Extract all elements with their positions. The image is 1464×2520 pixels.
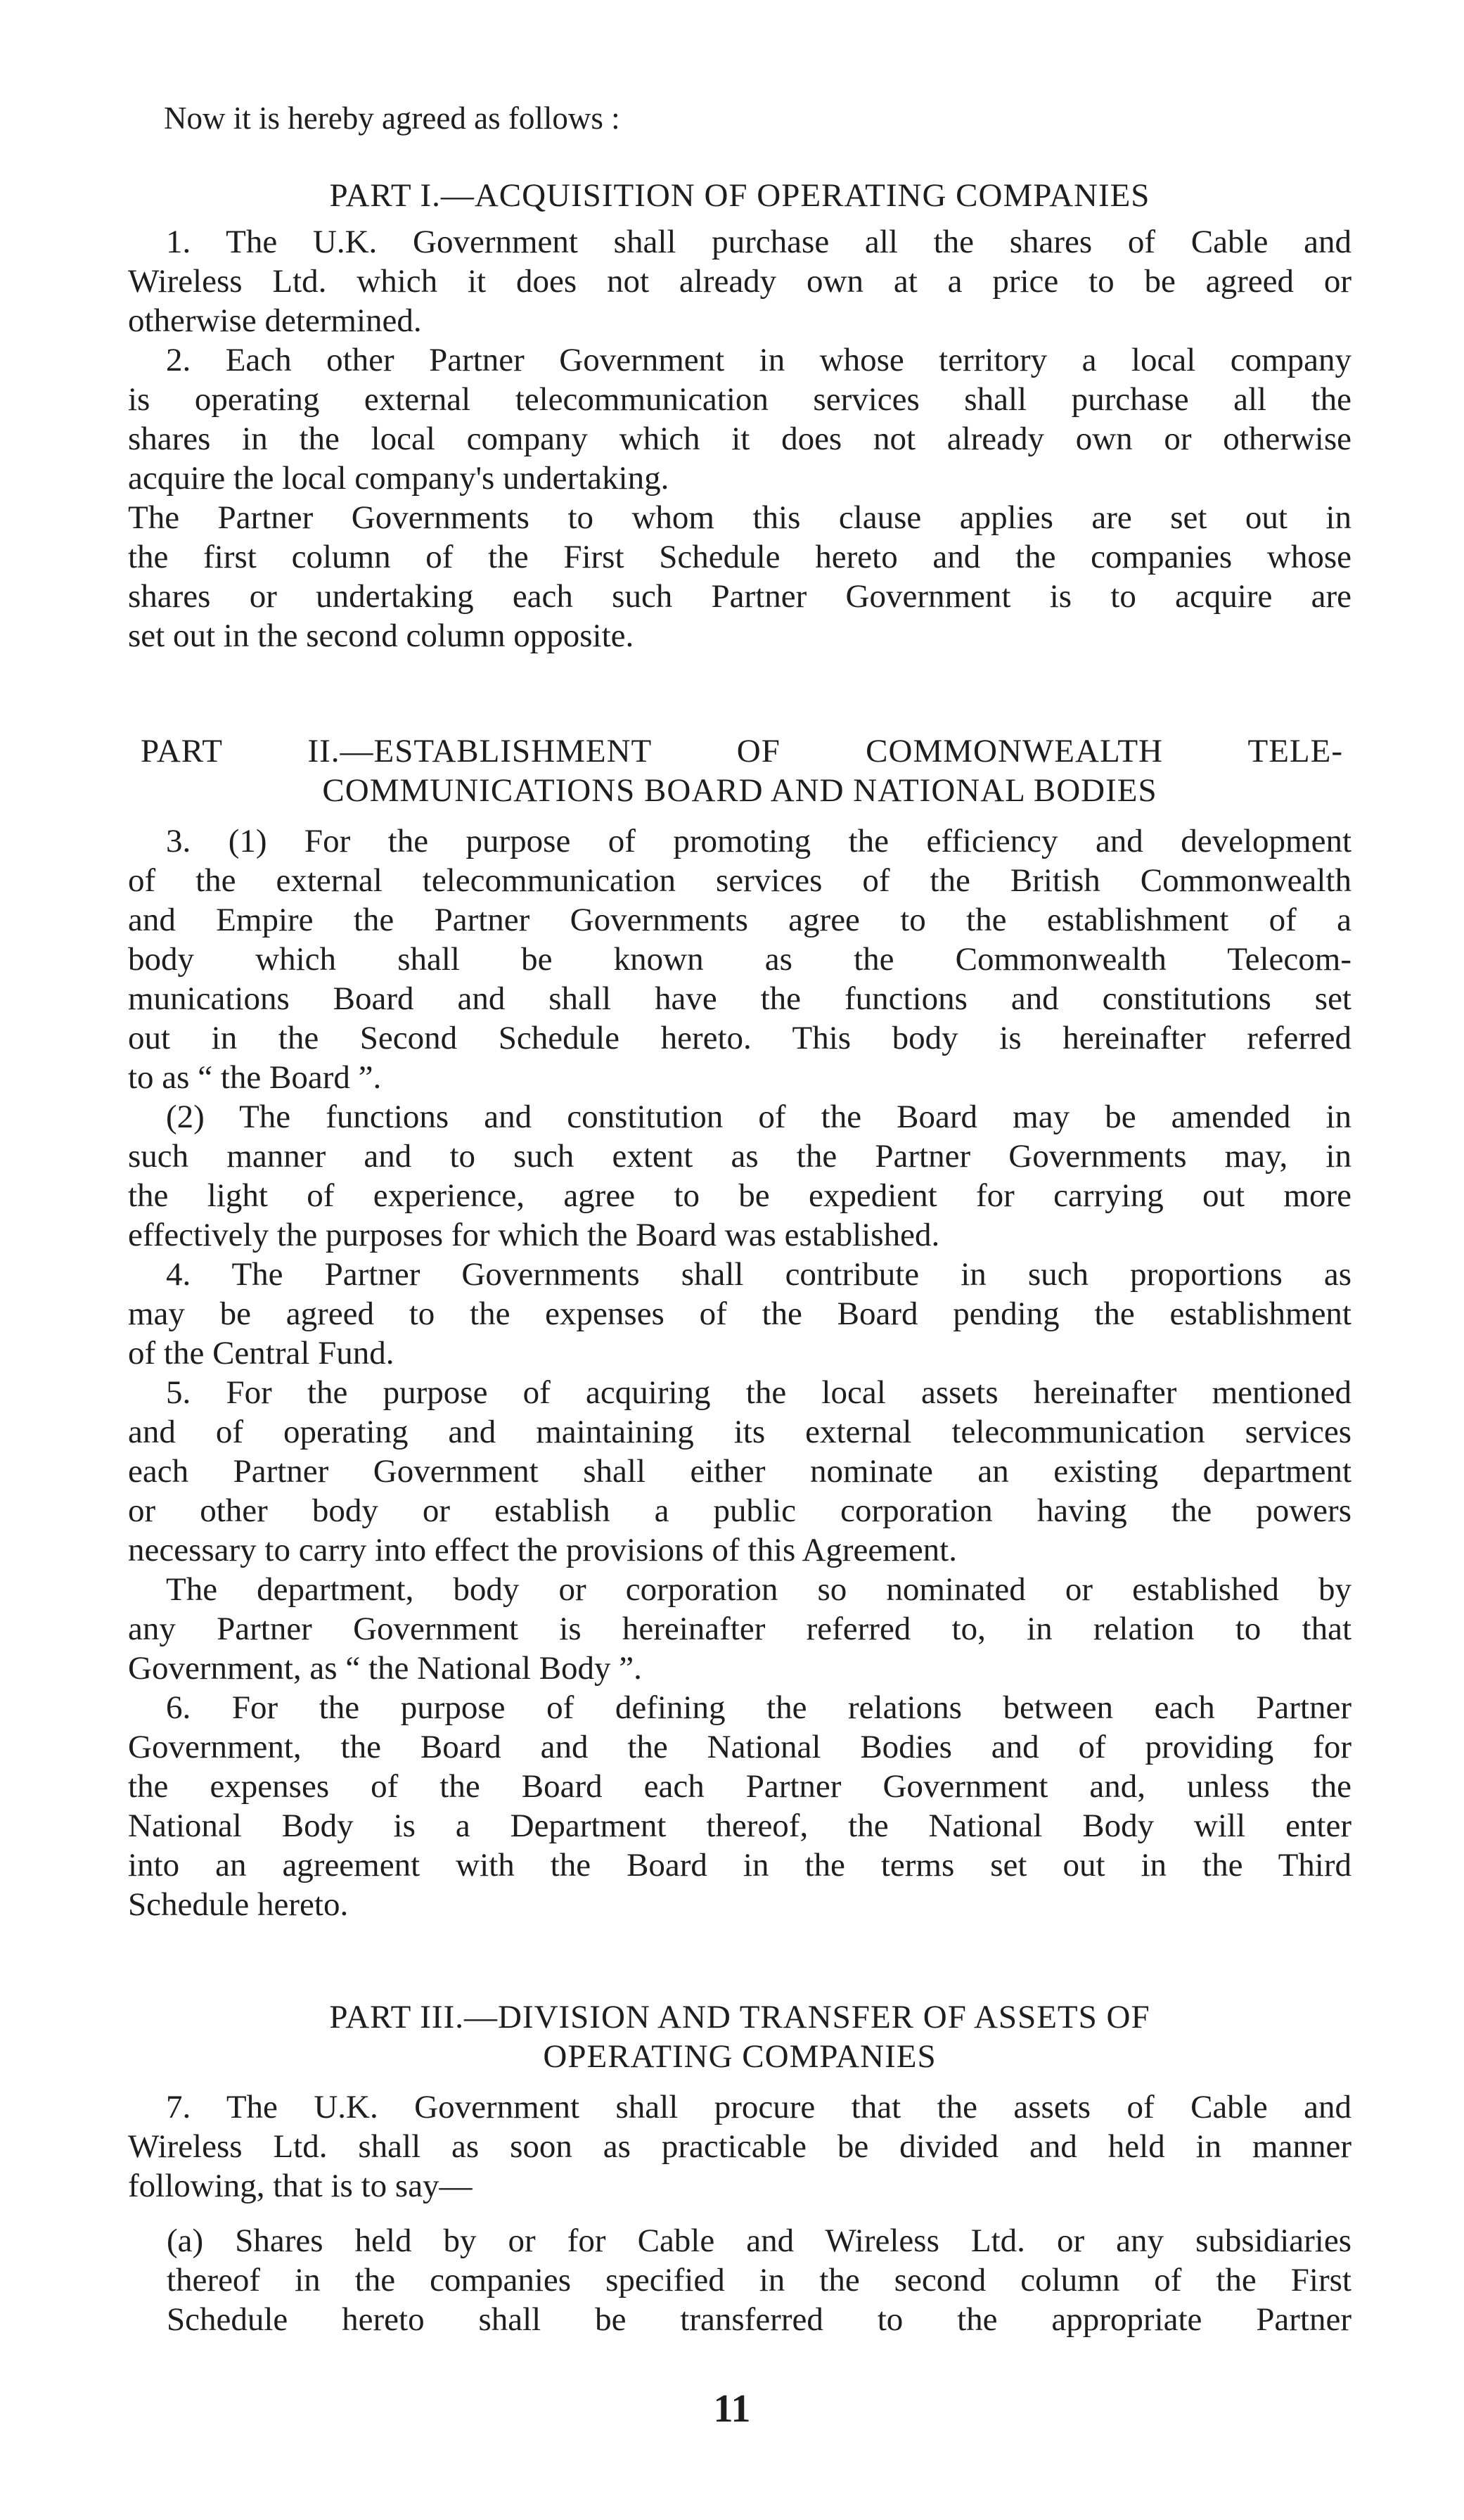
part1-line-8: The Partner Governments to whom this clause applies are set out in [128, 499, 1351, 536]
part2-heading-line-2: COMMUNICATIONS BOARD AND NATIONAL BODIES [322, 772, 1157, 809]
part1-line-9: the first column of the First Schedule hereto and the companies whose [128, 539, 1351, 575]
part2-line-22: Government, as “ the National Body ”. [128, 1650, 642, 1687]
part2-line-14: of the Central Fund. [128, 1335, 394, 1371]
part3-line-2: Wireless Ltd. shall as soon as practicable be divided and held in manner [128, 2128, 1351, 2165]
part2-line-9: such manner and to such extent as the Partner Governments may, in [128, 1138, 1351, 1175]
part2-line-25: the expenses of the Board each Partner Government and, unless the [128, 1768, 1351, 1805]
part2-line-5: munications Board and shall have the functions and constitutions set [128, 980, 1351, 1017]
part2-line-23: 6. For the purpose of defining the relations between each Partner [166, 1689, 1351, 1726]
part3-heading-line-2: OPERATING COMPANIES [543, 2038, 937, 2075]
part1-line-11: set out in the second column opposite. [128, 618, 634, 654]
part3-heading-line-1: PART III.—DIVISION AND TRANSFER OF ASSETS OF [329, 1999, 1150, 2035]
part1-line-6: shares in the local company which it does not already own or otherwise [128, 421, 1351, 457]
part2-line-24: Government, the Board and the National Bodies and of providing for [128, 1729, 1351, 1765]
part3-line-6: Schedule hereto shall be transferred to the appropriate Partner [167, 2301, 1351, 2338]
part2-line-17: each Partner Government shall either nominate an existing department [128, 1453, 1351, 1490]
part2-line-8: (2) The functions and constitution of the Board may be amended in [166, 1099, 1351, 1135]
part2-line-10: the light of experience, agree to be expedient for carrying out more [128, 1177, 1351, 1214]
part1-line-5: is operating external telecommunication services shall purchase all the [128, 381, 1351, 418]
part2-line-3: and Empire the Partner Governments agree to the establishment of a [128, 902, 1351, 938]
part2-line-21: any Partner Government is hereinafter referred to, in relation to that [128, 1611, 1351, 1647]
part3-line-3: following, that is to say— [128, 2168, 473, 2204]
part2-line-28: Schedule hereto. [128, 1886, 349, 1923]
part2-heading-line-1: PART II.—ESTABLISHMENT OF COMMONWEALTH TELE- [141, 733, 1343, 769]
part1-heading: PART I.—ACQUISITION OF OPERATING COMPANIES [329, 177, 1150, 214]
part2-line-2: of the external telecommunication services of the British Commonwealth [128, 862, 1351, 899]
part2-line-4: body which shall be known as the Commonwealth Telecom- [128, 941, 1351, 978]
intro-text: Now it is hereby agreed as follows : [164, 101, 620, 136]
part2-line-6: out in the Second Schedule hereto. This body is hereinafter referred [128, 1020, 1351, 1056]
part2-line-11: effectively the purposes for which the Board was established. [128, 1217, 940, 1253]
part2-line-19: necessary to carry into effect the provisions of this Agreement. [128, 1532, 957, 1568]
part2-line-7: to as “ the Board ”. [128, 1059, 382, 1096]
page-number: 11 [713, 2387, 751, 2431]
part2-line-1: 3. (1) For the purpose of promoting the efficiency and development [166, 823, 1351, 859]
part2-line-12: 4. The Partner Governments shall contribute in such proportions as [166, 1256, 1351, 1293]
part2-line-18: or other body or establish a public corporation having the powers [128, 1492, 1351, 1529]
part3-line-4: (a) Shares held by or for Cable and Wireless Ltd. or any subsidiaries [167, 2222, 1351, 2259]
part3-line-5: thereof in the companies specified in the second column of the First [167, 2262, 1351, 2298]
part2-line-26: National Body is a Department thereof, the National Body will enter [128, 1808, 1351, 1844]
part2-line-16: and of operating and maintaining its external telecommunication services [128, 1414, 1351, 1450]
part1-line-10: shares or undertaking each such Partner Government is to acquire are [128, 578, 1351, 615]
part2-line-13: may be agreed to the expenses of the Board pending the establishment [128, 1296, 1351, 1332]
part3-line-1: 7. The U.K. Government shall procure that the assets of Cable and [166, 2089, 1351, 2125]
part1-line-7: acquire the local company's undertaking. [128, 460, 669, 497]
part2-line-27: into an agreement with the Board in the terms set out in the Third [128, 1847, 1351, 1883]
part1-line-4: 2. Each other Partner Government in whose territory a local company [166, 342, 1351, 378]
part2-line-15: 5. For the purpose of acquiring the local assets hereinafter mentioned [166, 1374, 1351, 1411]
part1-line-2: Wireless Ltd. which it does not already own at a price to be agreed or [128, 263, 1351, 300]
part2-line-20: The department, body or corporation so nominated or established by [166, 1571, 1351, 1608]
part1-line-1: 1. The U.K. Government shall purchase all the shares of Cable and [166, 224, 1351, 260]
part1-line-3: otherwise determined. [128, 302, 422, 339]
